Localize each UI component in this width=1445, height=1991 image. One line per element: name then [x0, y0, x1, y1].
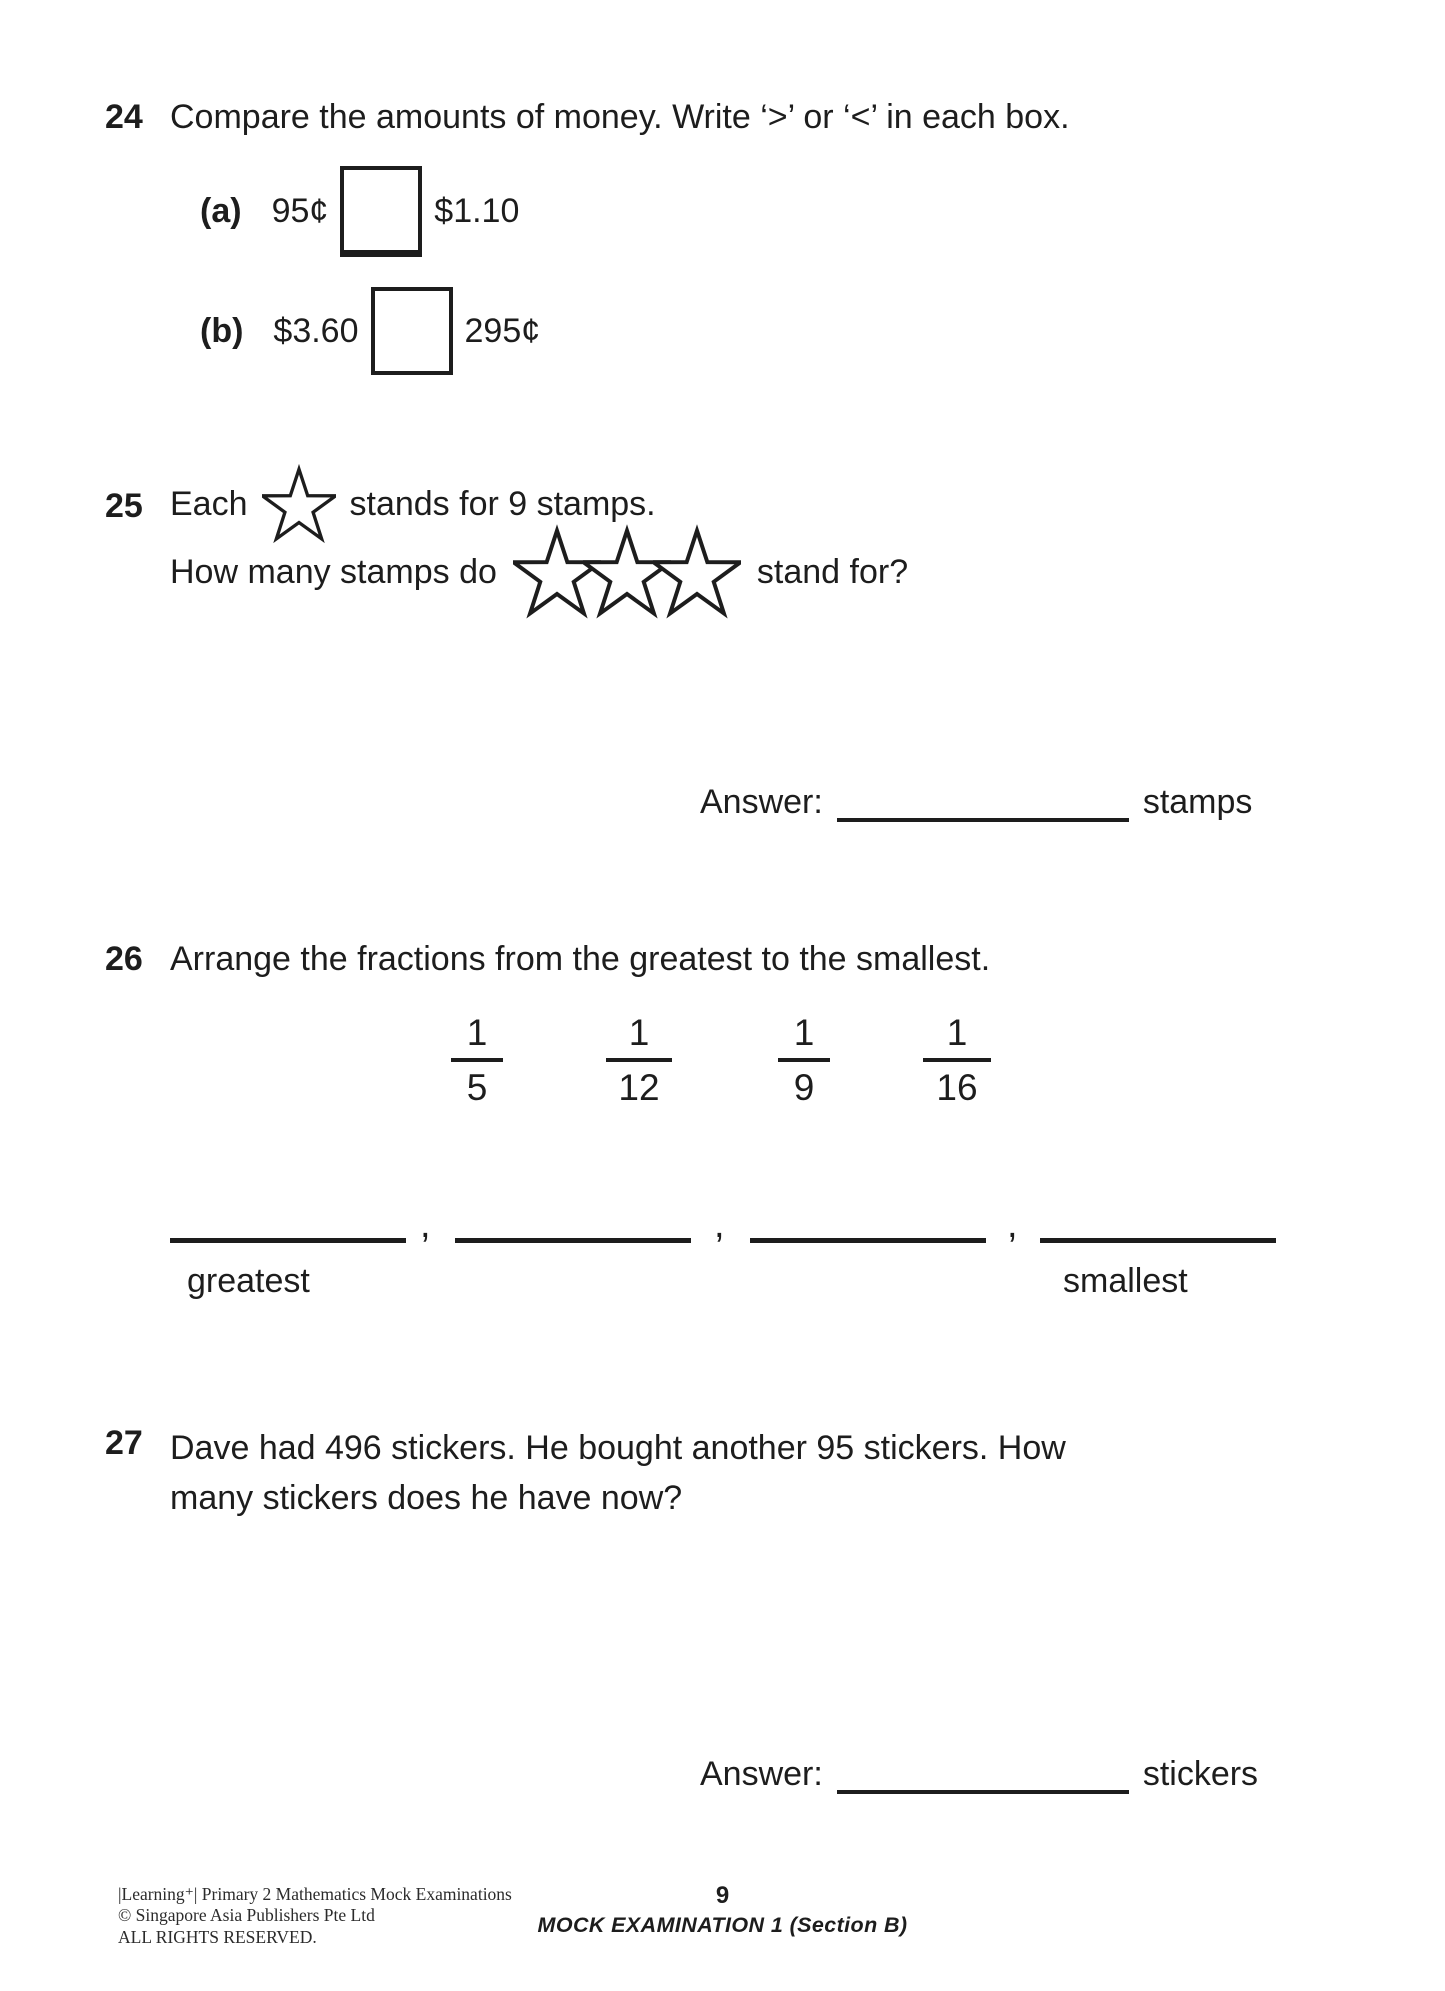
fraction-1-5: [451, 1012, 503, 1109]
q24-part-a-label: (a): [200, 191, 242, 230]
fraction-denominator: 5: [466, 1067, 488, 1109]
fraction-numerator: 1: [606, 1012, 672, 1062]
q25-answer-blank[interactable]: [837, 808, 1129, 822]
fraction-denominator: 12: [618, 1067, 660, 1109]
footer-center: [0, 1882, 1445, 1938]
q24-part-a: [200, 167, 519, 255]
q24-prompt: Compare the amounts of money. Write ‘>’ or ‘<’ in each box.: [170, 98, 1070, 136]
fraction-denominator: 16: [936, 1067, 978, 1109]
q27-prompt: [170, 1424, 1066, 1524]
q27-prompt-line1: Dave had 496 stickers. He bought another 95 stickers. How: [170, 1429, 1066, 1467]
fraction-1-12: [606, 1012, 672, 1109]
q26-order-blank-4[interactable]: [1040, 1238, 1276, 1243]
q25-line2: [170, 520, 908, 624]
q25-line2-after: stand for?: [756, 552, 909, 591]
fraction-1-16: [923, 1012, 991, 1109]
q24-part-a-compare-box[interactable]: [340, 166, 422, 257]
q27-prompt-line2: many stickers does he have now?: [170, 1478, 683, 1517]
star-icon: [653, 524, 741, 620]
q25-answer-row: [700, 776, 1252, 822]
page-number: 9: [715, 1882, 730, 1909]
q24-part-b-compare-box[interactable]: [371, 287, 453, 375]
q25-line1-before: Each: [170, 484, 248, 523]
comma-separator: ,: [714, 1204, 725, 1246]
q24-part-b-label: (b): [200, 311, 244, 350]
q26-number: 26: [105, 940, 143, 978]
fraction-denominator: 9: [793, 1067, 815, 1109]
q24-part-b-right-amount: 295¢: [464, 311, 541, 350]
fraction-numerator: 1: [923, 1012, 991, 1062]
q24-part-a-right-amount: $1.10: [434, 191, 520, 230]
fraction-1-9: [778, 1012, 830, 1109]
q25-number: 25: [105, 487, 143, 525]
q24-number: 24: [105, 98, 143, 136]
smallest-label: smallest: [1063, 1262, 1188, 1300]
q24-part-a-left-amount: 95¢: [271, 191, 329, 230]
q26-order-blank-3[interactable]: [750, 1238, 986, 1243]
fraction-numerator: 1: [778, 1012, 830, 1062]
three-star-group: [513, 524, 741, 620]
q26-order-blank-2[interactable]: [455, 1238, 691, 1243]
q27-answer-label: Answer:: [700, 1755, 823, 1793]
section-title: MOCK EXAMINATION 1 (Section B): [537, 1913, 908, 1937]
q26-order-blank-1[interactable]: [170, 1238, 406, 1243]
q24-part-b: [200, 286, 540, 376]
greatest-label: greatest: [187, 1262, 310, 1300]
fraction-numerator: 1: [451, 1012, 503, 1062]
imprint-copyright: © Singapore Asia Publishers Pte Ltd: [118, 1905, 375, 1926]
imprint-rights: ALL RIGHTS RESERVED.: [118, 1926, 317, 1947]
q25-answer-label: Answer:: [700, 783, 823, 821]
comma-separator: ,: [420, 1204, 431, 1246]
q25-line1-after: stands for 9 stamps.: [349, 484, 656, 523]
q27-answer-row: [700, 1748, 1258, 1794]
comma-separator: ,: [1007, 1204, 1018, 1246]
q24-part-b-left-amount: $3.60: [273, 311, 359, 350]
q27-answer-blank[interactable]: [837, 1780, 1129, 1794]
q27-number: 27: [105, 1424, 143, 1462]
q27-answer-unit: stickers: [1142, 1755, 1259, 1793]
imprint-series: |Learning⁺| Primary 2 Mathematics Mock Examinations: [118, 1884, 512, 1904]
q26-prompt: Arrange the fractions from the greatest to the smallest.: [170, 940, 991, 978]
q25-answer-unit: stamps: [1142, 783, 1253, 821]
q25-line2-before: How many stamps do: [170, 552, 497, 591]
